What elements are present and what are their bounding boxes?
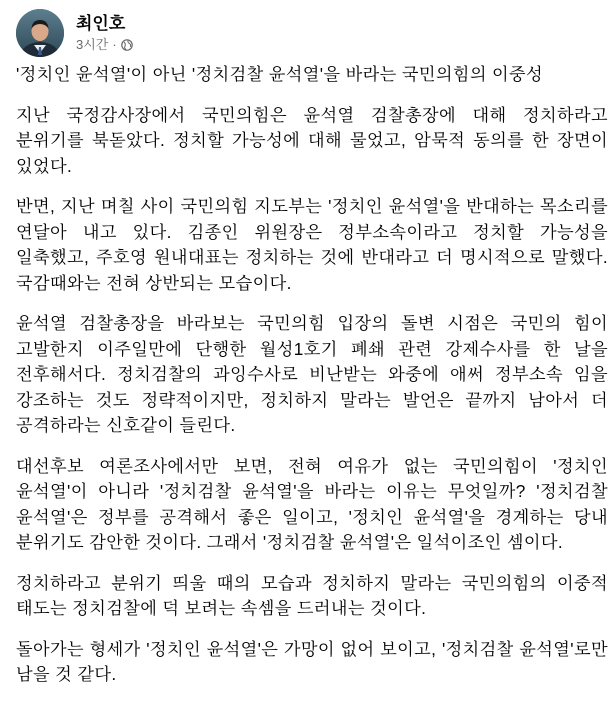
post-paragraph: 정치하라고 분위기 띄울 때의 모습과 정치하지 말라는 국민의힘의 이중적 태도는 정치검찰에 덕 보려는 속셈을 드러내는 것이다. (16, 572, 608, 618)
post-header (16, 9, 133, 57)
post-paragraph-title: '정치인 윤석열'이 아닌 '정치검찰 윤석열'을 바라는 국민의힘의 이중성 (16, 64, 544, 84)
separator-dot: · (112, 36, 117, 52)
post-paragraph: 대선후보 여론조사에서만 보면, 전혀 여유가 없는 국민의힘이 '정치인 윤석열'이 아니라 '정치검찰 윤석열'을 바라는 이유는 무엇일까? '정치검찰 윤석열'은 정부를 공격해서 좋은 일이고, '정치인 윤석열'을 경계하는 당내 분위기도 감안한 것이다. 그래서 '정치검찰 윤석열'은 일석이조인 셈이다. (16, 455, 608, 552)
post-paragraph: 반면, 지난 며칠 사이 국민의힘 지도부는 '정치인 윤석열'을 반대하는 목소리를 연달아 내고 있다. 김종인 위원장은 정부소속이라고 정치할 가능성을 일축했고, 주호영 원내대표는 정치하는 것에 반대라고 더 명시적으로 말했다. 국감때와는 전혀 상반되는 모습이다. (16, 196, 608, 293)
post-paragraph: 돌아가는 형세가 '정치인 윤석열'은 가망이 없어 보이고, '정치검찰 윤석열'로만 남을 것 같다. (16, 638, 608, 684)
post-meta (76, 14, 133, 53)
author-name[interactable]: 최인호 (76, 13, 126, 33)
author-avatar[interactable] (16, 9, 64, 57)
avatar-photo (16, 9, 64, 57)
post-timestamp[interactable]: 3시간 (76, 36, 109, 52)
post-subline (76, 37, 133, 53)
globe-icon[interactable] (121, 39, 133, 51)
post-paragraph: 지난 국정감사장에서 국민의힘은 윤석열 검찰총장에 대해 정치하라고 분위기를 북돋았다. 정치할 가능성에 대해 물었고, 암묵적 동의를 한 장면이 있었다. (16, 104, 608, 176)
post-body (16, 62, 608, 703)
post-paragraph: 윤석열 검찰총장을 바라보는 국민의힘 입장의 돌변 시점은 국민의 힘이 고발한지 이주일만에 단행한 월성1호기 폐쇄 관련 강제수사를 한 날을 전후해서다. 정치검찰의 과잉수사로 비난받는 와중에 애써 정부소속 임을 강조하는 것도 정략적이지만, 정치하지 말라는 발언은 끝까지 남아서 더 공격하라는 신호같이 들린다. (16, 313, 608, 435)
